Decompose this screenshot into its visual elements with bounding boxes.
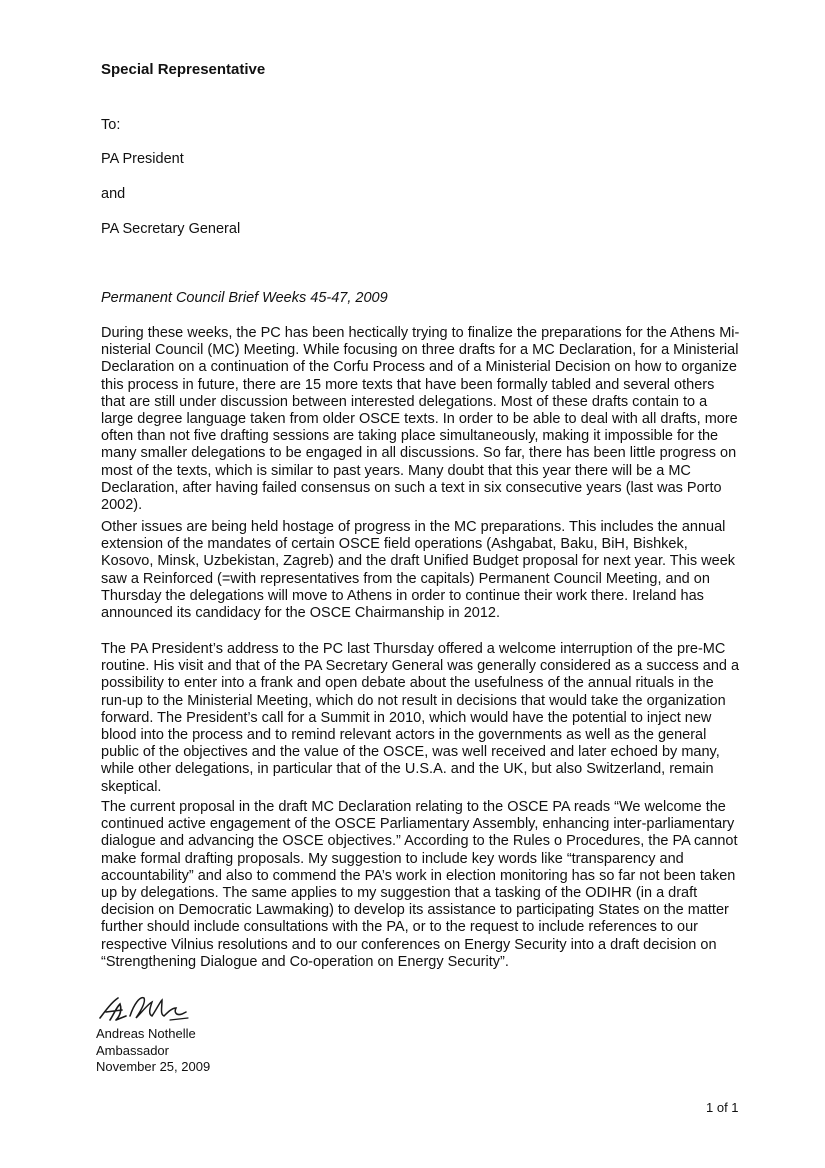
address-recipient-president: PA President <box>101 151 184 167</box>
paragraph-text: The PA President’s address to the PC last Thursday offered a welcome interruption of the pre-MC routine. His visit and that of the PA Secretary General was generally considered as a success and a possibility to enter into a frank and open debate about the usefulness of the annual rituals in the run-up to the Ministerial Meeting, which do not result in decisions that would take the organization forward. The President’s call for a Summit in 2010, which would have the potential to inject new blood into the process and to remind relevant actors in the governments as well as the general public of the objectives and the value of the OSCE, was well received and later echoed by many, while other delegations, in particular that of the U.S.A. and the UK, but also Switzerland, remain skeptical. <box>101 641 740 795</box>
paragraph-text: The current proposal in the draft MC Declaration relating to the OSCE PA reads “We welcome the continued active engagement of the OSCE Parliamentary Assembly, enhancing inter-parliamentary dialogue and advancing the OSCE objectives.” According to the Rules o Procedures, the PA cannot make formal drafting proposals. My suggestion to include key words like “transparency and accountability” and also to commend the PA’s work in election monitoring has so far not been taken up by delegations. The same applies to my suggestion that a tasking of the ODIHR (in a draft decision on Democratic Lawmaking) to develop its assistance to participating States on the matter further should include consultations with the PA, or to the request to include references to our respective Vilnius resolutions and to our conferences on Energy Security into a draft decision on “Strengthening Dialogue and Co-operation on Energy Security”. <box>101 799 738 970</box>
body-paragraph-1 <box>101 325 741 514</box>
signature-block <box>96 1026 210 1076</box>
signatory-name: Andreas Nothelle <box>96 1026 196 1041</box>
paragraph-text: Other issues are being held hostage of progress in the MC preparations. This includes the annual extension of the mandates of certain OSCE field operations (Ashgabat, Baku, BiH, Bishkek, Kosovo, Minsk, Uzbekistan, Zagreb) and the draft Unified Budget proposal for next year. This week saw a Reinforced (=with representatives from the capitals) Permanent Council Meeting, and on Thursday the delegations will move to Athens in order to continue their work there. Ireland has announced its candidacy for the OSCE Chairmanship in 2012. <box>101 519 736 622</box>
address-to: To: <box>101 117 121 133</box>
paragraph-text: During these weeks, the PC has been hectically trying to finalize the preparations for the Athens Ministerial Council (MC) Meeting. While focusing on three drafts for a MC Declaration, for a Ministerial Declaration on a continuation of the Corfu Process and of a Ministerial Decision on how to organize this process in future, there are 15 more texts that have been formally tabled and several others that are still under discussion between interested delegations. Most of these drafts contain to a large degree language taken from older OSCE texts. In order to be able to deal with all drafts, more often than not five drafting sessions are taking place simultaneously, making it impossible for the many smaller delegations to be engaged in all discussions. So far, there has been little progress on most of the texts, which is similar to past years. Many doubt that this year there will be a MC Declaration, after having failed consensus on such a text in six consecutive years (last was Porto 2002). <box>101 325 740 514</box>
handwritten-signature <box>96 990 196 1026</box>
body-paragraph-3 <box>101 641 741 796</box>
body-paragraph-4 <box>101 799 741 971</box>
signature-date: November 25, 2009 <box>96 1059 211 1074</box>
page-number: 1 of 1 <box>706 1100 739 1115</box>
signatory-title: Ambassador <box>96 1042 169 1058</box>
document-heading: Special Representative <box>101 61 266 78</box>
address-recipient-secretary-general: PA Secretary General <box>101 221 241 237</box>
body-paragraph-2 <box>101 519 741 622</box>
address-conjunction: and <box>101 186 126 202</box>
document-subject: Permanent Council Brief Weeks 45-47, 2009 <box>101 290 388 306</box>
